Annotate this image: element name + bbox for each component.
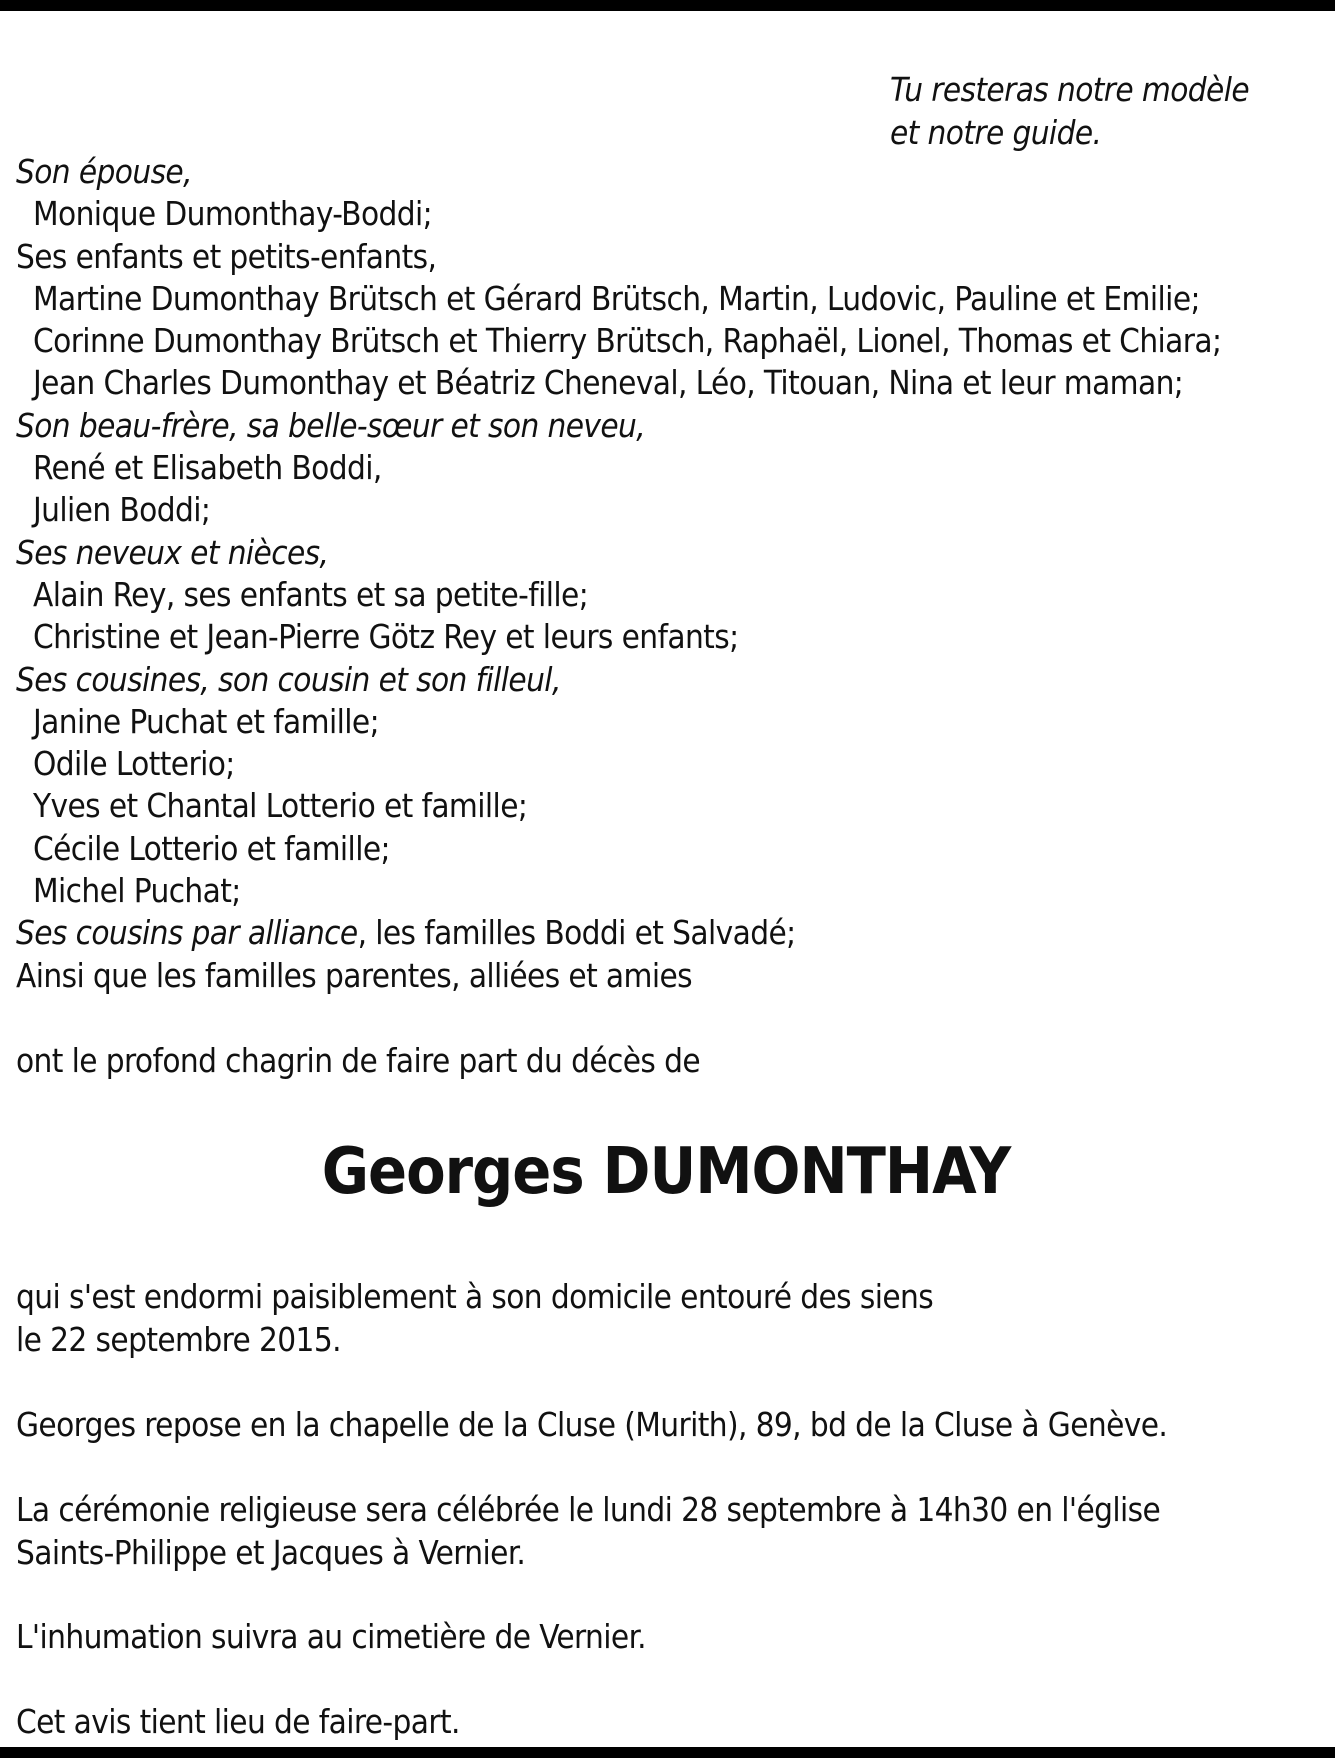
death-line: qui s'est endormi paisiblement à son domicile entouré des siens [16, 1277, 934, 1316]
alliance-heading: Ses cousins par alliance [16, 913, 358, 953]
death-details [16, 1275, 933, 1361]
alliance-families: , les familles Boddi et Salvadé; [357, 913, 796, 953]
family-heading-spouse: Son épouse, [16, 152, 192, 191]
ceremony-line: La cérémonie religieuse sera célébrée le lundi 28 septembre à 14h30 en l'église [16, 1490, 1161, 1529]
family-member: Odile Lotterio; [33, 744, 235, 784]
family-heading-in-laws: Son beau-frère, sa belle-sœur et son neveu, [16, 405, 646, 445]
motto [890, 68, 1249, 154]
death-date: le 22 septembre 2015. [16, 1320, 341, 1359]
alliance-line [16, 912, 1221, 954]
motto-line: et notre guide. [890, 113, 1102, 152]
deceased-name: Georges DUMONTHAY [321, 1135, 1011, 1209]
family-member: Alain Rey, ses enfants et sa petite-fille; [33, 574, 589, 614]
family-heading-nephews: Ses neveux et nièces, [16, 532, 329, 572]
family-member: Julien Boddi; [33, 490, 211, 530]
family-member: Jean Charles Dumonthay et Béatriz Cheneval, Léo, Titouan, Nina et leur maman; [33, 363, 1184, 403]
motto-line: Tu resteras notre modèle [890, 70, 1250, 109]
family-member: Janine Puchat et famille; [33, 701, 379, 741]
family-member: Monique Dumonthay-Boddi; [33, 194, 433, 234]
family-member: Corinne Dumonthay Brütsch et Thierry Brütsch, Raphaël, Lionel, Thomas et Chiara; [33, 321, 1222, 361]
ceremony-place: Saints-Philippe et Jacques à Vernier. [16, 1533, 526, 1572]
family-member: Yves et Chantal Lotterio et famille; [33, 786, 528, 826]
family-heading-children: Ses enfants et petits-enfants, [16, 236, 437, 276]
bottom-border [0, 1747, 1335, 1758]
burial: L'inhumation suivra au cimetière de Vernier. [16, 1617, 646, 1656]
family-member: René et Elisabeth Boddi, [33, 448, 382, 488]
family-member: Michel Puchat; [33, 871, 241, 911]
rest-place: Georges repose en la chapelle de la Cluse (Murith), 89, bd de la Cluse à Genève. [16, 1405, 1168, 1444]
family-heading-cousins: Ses cousines, son cousin et son filleul, [16, 659, 561, 699]
ceremony-details [16, 1488, 1160, 1574]
top-border [0, 0, 1335, 11]
family-member: Christine et Jean-Pierre Götz Rey et leurs enfants; [33, 617, 739, 657]
family-member: Martine Dumonthay Brütsch et Gérard Brütsch, Martin, Ludovic, Pauline et Emilie; [33, 278, 1200, 318]
family-list [16, 151, 1221, 997]
families-line: Ainsi que les familles parentes, alliées et amies [16, 955, 693, 995]
family-member: Cécile Lotterio et famille; [33, 828, 390, 868]
notice: Cet avis tient lieu de faire-part. [16, 1702, 460, 1741]
announcement: ont le profond chagrin de faire part du décès de [16, 1041, 701, 1080]
